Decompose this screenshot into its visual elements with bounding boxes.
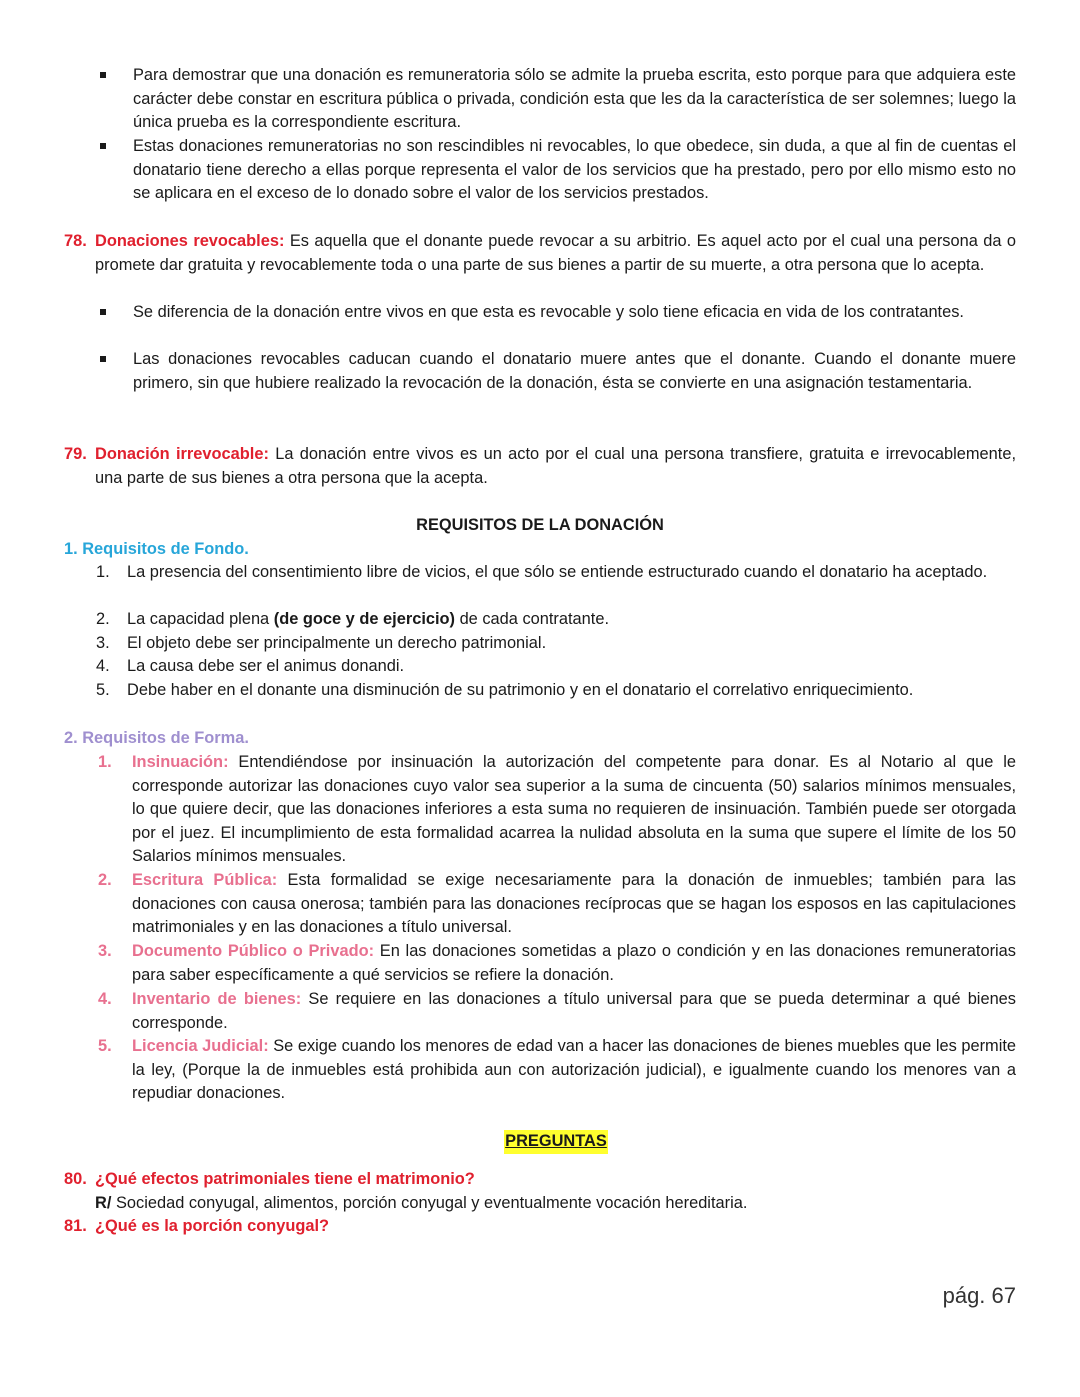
square-bullet-icon bbox=[100, 356, 106, 362]
forma-item: 3. Documento Público o Privado: En las donaciones sometidas a plazo o condición y en las donaciones remuneratorias para saber específicamente a qué servicios se refiere la donación. bbox=[98, 942, 1016, 984]
square-bullet-icon bbox=[100, 143, 106, 149]
preguntas-heading: PREGUNTAS bbox=[0, 1130, 1080, 1154]
question-80: 80. ¿Qué efectos patrimoniales tiene el matrimonio? R/ Sociedad conyugal, alimentos, porción conyugal y eventualmente vocación hereditaria. bbox=[64, 1168, 1016, 1215]
bullet-text: Estas donaciones remuneratorias no son rescindibles ni revocables, lo que obedece, sin duda, a que al fin de cuentas el donatario tiene derecho a ellas porque representa el valor de los servicios que ha prestado, pero por ello mismo esto no se aplicara en el exceso de lo donado sobre el valor de los servicios prestados. bbox=[133, 137, 1016, 202]
forma-item: 4. Inventario de bienes: Se requiere en las donaciones a título universal para que se pueda determinar a qué bienes corresponde. bbox=[98, 990, 1016, 1032]
item-number: 78. bbox=[64, 232, 87, 250]
section-heading: REQUISITOS DE LA DONACIÓN bbox=[416, 516, 664, 534]
item-title: Donación irrevocable: bbox=[95, 445, 269, 463]
fondo-item: 5. Debe haber en el donante una disminución de su patrimonio y en el donatario el correlativo enriquecimiento. bbox=[96, 681, 914, 699]
answer-text: Sociedad conyugal, alimentos, porción conyugal y eventualmente vocación hereditaria. bbox=[111, 1193, 748, 1212]
item-79 bbox=[64, 443, 1016, 490]
item-text: La donación entre vivos es un acto por el cual una persona transfiere, gratuita e irrevocablemente, una parte de sus bienes a otra persona que la acepta. bbox=[95, 445, 1016, 487]
forma-item: 5. Licencia Judicial: Se exige cuando los menores de edad van a hacer las donaciones de bienes muebles que les permite la ley, (Porque la de inmuebles está prohibida aun con autorización judicial), e igualmente cuando los menores van a repudiar donaciones. bbox=[98, 1037, 1017, 1102]
square-bullet-icon bbox=[100, 72, 106, 78]
fondo-item: 2. La capacidad plena (de goce y de ejercicio) de cada contratante. bbox=[96, 610, 610, 628]
bullet-text: Las donaciones revocables caducan cuando el donatario muere antes que el donante. Cuando el donante muere primero, sin que hubiere realizado la revocación de la donación, ésta se convierte en una asignación testamentaria. bbox=[133, 350, 1016, 392]
question-text: ¿Qué efectos patrimoniales tiene el matrimonio? bbox=[95, 1170, 475, 1188]
question-text: ¿Qué es la porción conyugal? bbox=[95, 1217, 330, 1235]
item-text: Es aquella que el donante puede revocar a su arbitrio. Es aquel acto por el cual una persona da o promete dar gratuita y revocablemente toda o una parte de sus bienes a partir de su muerte, a otra persona que lo acepta. bbox=[95, 232, 1016, 274]
fondo-item: 1. La presencia del consentimiento libre de vicios, el que sólo se entiende estructurado cuando el donatario ha aceptado. bbox=[96, 563, 988, 581]
bullet-item bbox=[100, 135, 1016, 206]
fondo-item: 4. La causa debe ser el animus donandi. bbox=[96, 657, 405, 675]
fondo-heading: 1. Requisitos de Fondo. bbox=[64, 540, 249, 558]
bullet-text: Se diferencia de la donación entre vivos en que esta es revocable y solo tiene eficacia en vida de los contratantes. bbox=[133, 303, 964, 321]
bullet-item bbox=[100, 301, 1016, 325]
bullet-item bbox=[100, 64, 1016, 135]
forma-heading: 2. Requisitos de Forma. bbox=[64, 729, 249, 747]
square-bullet-icon bbox=[100, 309, 106, 315]
fondo-item: 3. El objeto debe ser principalmente un derecho patrimonial. bbox=[96, 634, 547, 652]
item-title: Donaciones revocables: bbox=[95, 232, 285, 250]
forma-item: 1. Insinuación: Entendiéndose por insinuación la autorización del competente para donar. Es al Notario al que le corresponde autorizar las donaciones cuyo valor sea superior a la suma de cincuenta (50) salarios mínimos mensuales, lo que quiere decir, que las donaciones inferiores a esta suma no requieren de insinuación. También puede ser otorgada por el juez. El incumplimiento de esta formalidad acarrea la nulidad absoluta en la suma que supere el límite de los 50 Salarios mínimos mensuales. bbox=[98, 753, 1016, 865]
page-number: pág. 67 bbox=[942, 1283, 1016, 1308]
item-number: 79. bbox=[64, 445, 87, 463]
item-78 bbox=[64, 230, 1016, 277]
bullet-text: Para demostrar que una donación es remuneratoria sólo se admite la prueba escrita, esto porque para que adquiera este carácter debe constar en escritura pública o privada, condición esta que les da la característica de ser solemnes; luego la única prueba es la correspondiente escritura. bbox=[133, 66, 1016, 131]
bullet-item bbox=[100, 348, 1016, 395]
question-81: 81. ¿Qué es la porción conyugal? bbox=[64, 1215, 1016, 1239]
forma-item: 2. Escritura Pública: Esta formalidad se exige necesariamente para la donación de inmuebles; también para las donaciones con causa onerosa; también para las donaciones recíprocas que se hagan los esposos en las capitulaciones matrimoniales y en las donaciones a título universal. bbox=[98, 871, 1016, 936]
